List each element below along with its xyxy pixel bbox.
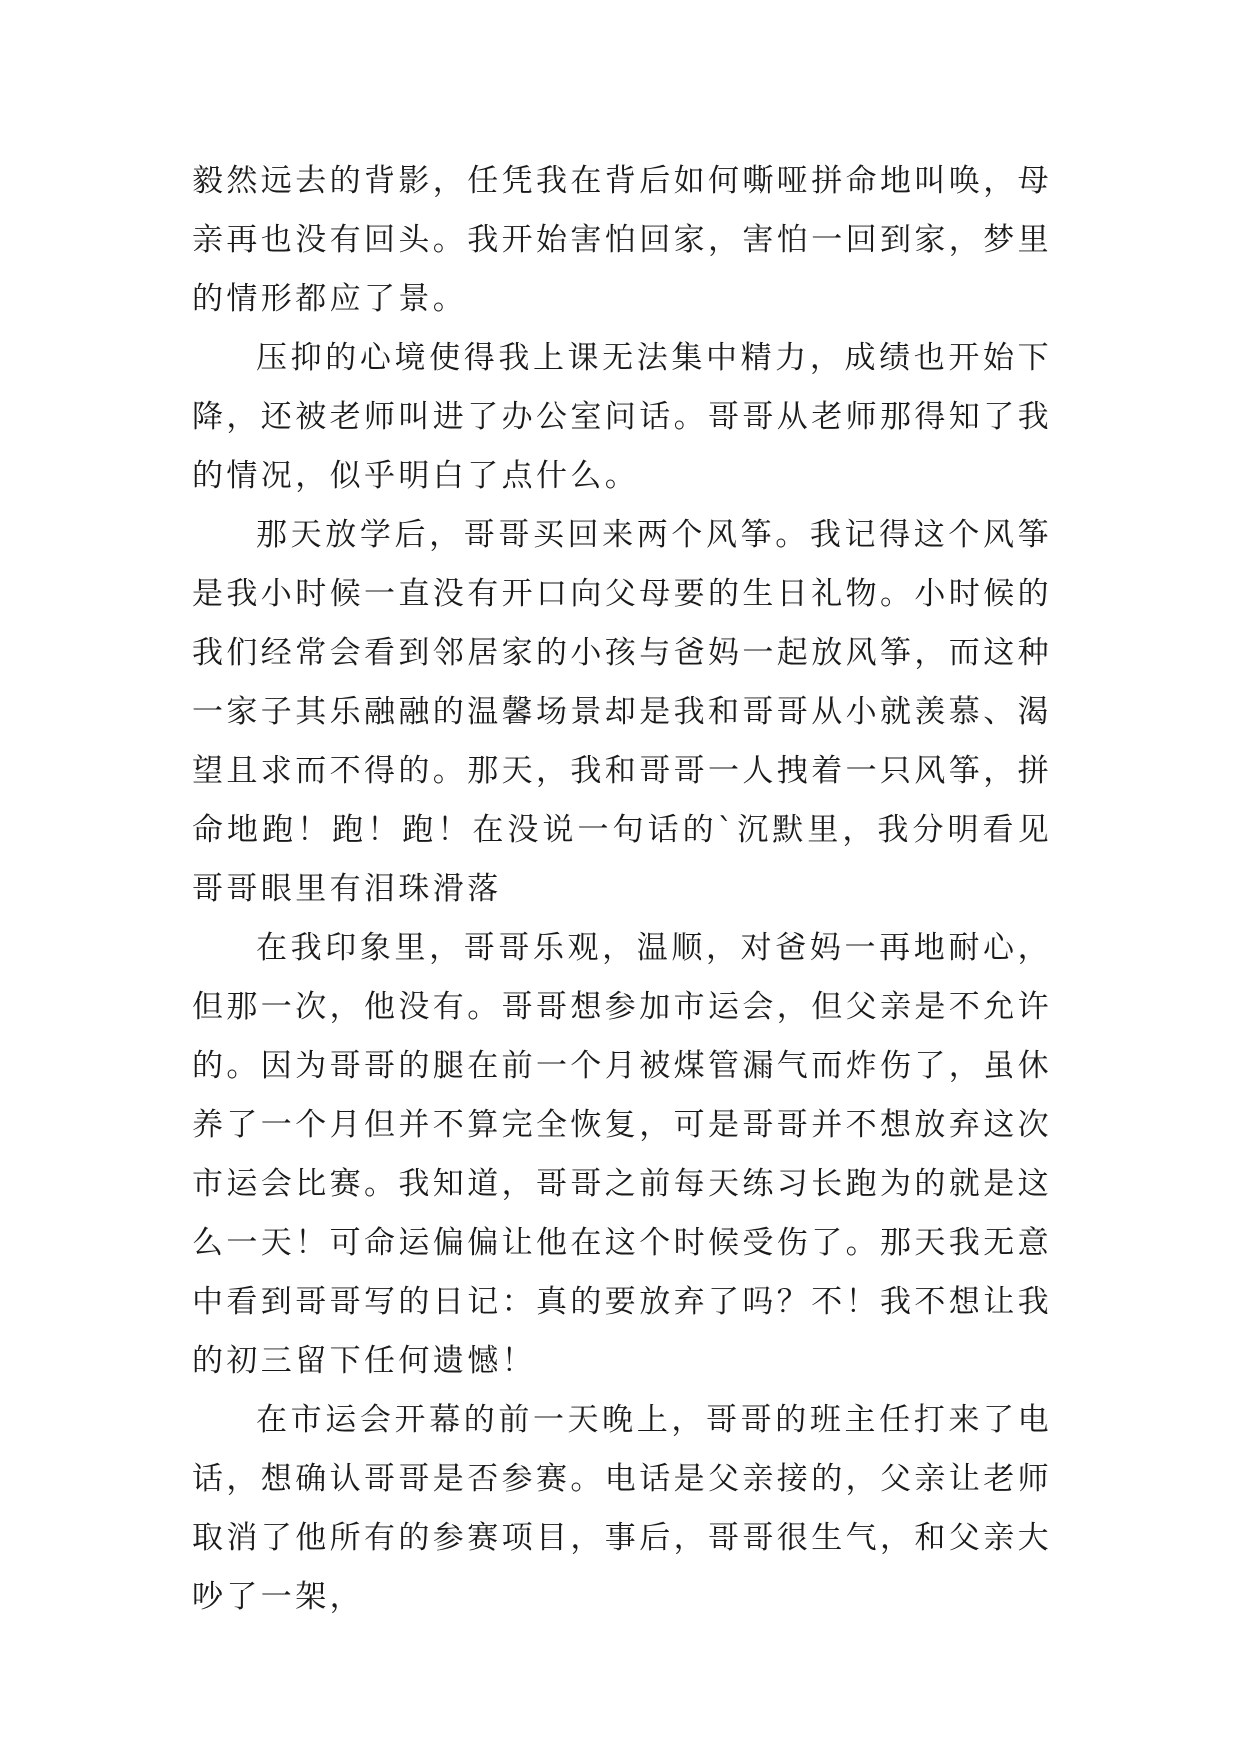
paragraph-5: 在市运会开幕的前一天晚上，哥哥的班主任打来了电话，想确认哥哥是否参赛。电话是父亲接的，父亲让老师取消了他所有的参赛项目，事后，哥哥很生气，和父亲大吵了一架，	[192, 1402, 1052, 1615]
paragraph-2: 压抑的心境使得我上课无法集中精力，成绩也开始下降，还被老师叫进了办公室问话。哥哥从老师那得知了我的情况，似乎明白了点什么。	[192, 340, 1052, 494]
paragraph-1: 毅然远去的背影，任凭我在背后如何嘶哑拼命地叫唤，母亲再也没有回头。我开始害怕回家，害怕一回到家，梦里的情形都应了景。	[192, 163, 1052, 317]
document-body	[192, 152, 1052, 1627]
paragraph-4: 在我印象里，哥哥乐观，温顺，对爸妈一再地耐心，但那一次，他没有。哥哥想参加市运会，但父亲是不允许的。因为哥哥的腿在前一个月被煤管漏气而炸伤了，虽休养了一个月但并不算完全恢复，可是哥哥并不想放弃这次市运会比赛。我知道，哥哥之前每天练习长跑为的就是这么一天！可命运偏偏让他在这个时候受伤了。那天我无意中看到哥哥写的日记：真的要放弃了吗？不！我不想让我的初三留下任何遗憾！	[192, 930, 1052, 1379]
paragraph-3: 那天放学后，哥哥买回来两个风筝。我记得这个风筝是我小时候一直没有开口向父母要的生日礼物。小时候的我们经常会看到邻居家的小孩与爸妈一起放风筝，而这种一家子其乐融融的温馨场景却是我和哥哥从小就羡慕、渴望且求而不得的。那天，我和哥哥一人拽着一只风筝，拼命地跑！跑！跑！在没说一句话的`沉默里，我分明看见哥哥眼里有泪珠滑落	[192, 517, 1052, 907]
